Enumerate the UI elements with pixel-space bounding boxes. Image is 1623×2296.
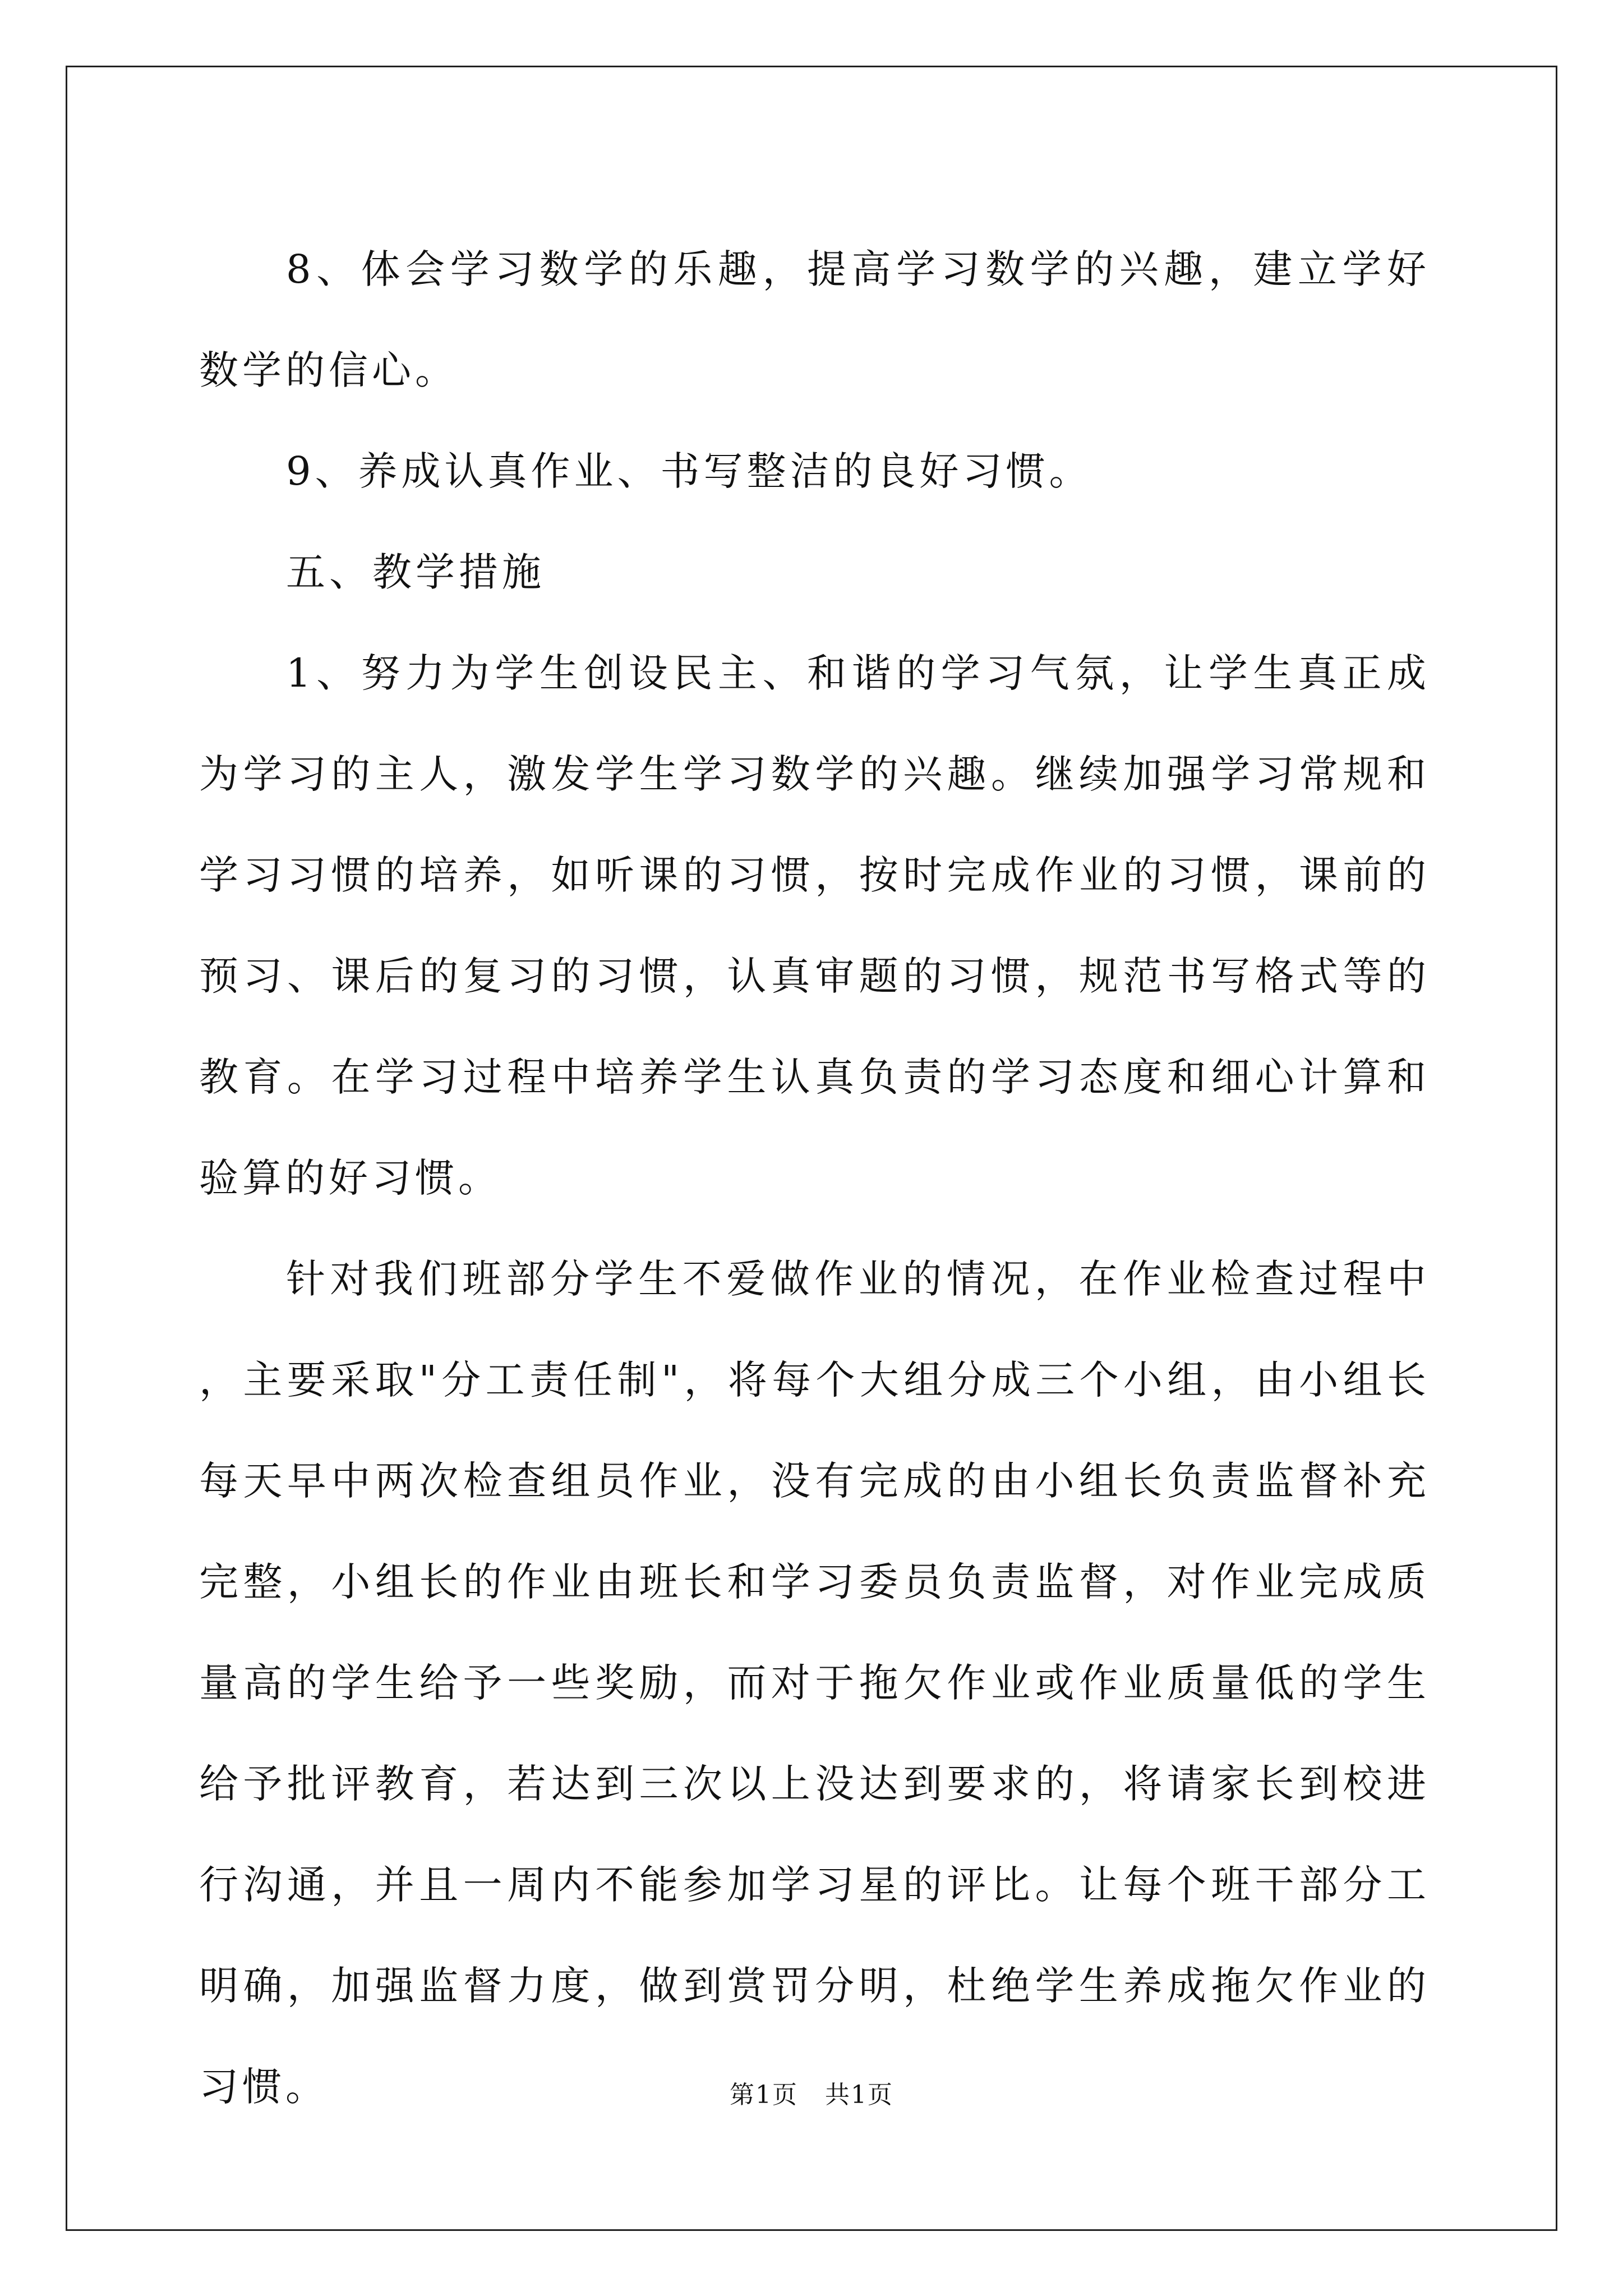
page-number-footer: 第1页 共1页 xyxy=(730,2081,893,2109)
paragraph-goal-9: 9、养成认真作业、书写整洁的良好习惯。 xyxy=(286,448,1092,494)
paragraph-homework-policy: 针对我们班部分学生不爱做作业的情况，在作业检查过程中，主要采取"分工责任制"，将每个大组分成三个小组，由小组长每天早中两次检查组员作业，没有完成的由小组长负责监督补充完整，小组长的作业由班长和学习委员负责监督，对作业完成质量高的学生给予一些奖励，而对于拖欠作业或作业质量低的学生给予批评教育，若达到三次以上没达到要求的，将请家长到校进行沟通，并且一周内不能参加学习星的评比。让每个班干部分工明确，加强监督力度，做到赏罚分明，杜绝学生养成拖欠作业的习惯。 xyxy=(199,1256,1430,2110)
paragraph-goal-8: 8、体会学习数学的乐趣，提高学习数学的兴趣，建立学好数学的信心。 xyxy=(199,246,1430,393)
section-heading-teaching-measures: 五、教学措施 xyxy=(286,549,545,595)
document-body xyxy=(199,219,1430,2137)
paragraph-measure-1: 1、努力为学生创设民主、和谐的学习气氛，让学生真正成为学习的主人，激发学生学习数学的兴趣。继续加强学习常规和学习习惯的培养，如听课的习惯，按时完成作业的习惯，课前的预习、课后的复习的习惯，认真审题的习惯，规范书写格式等的教育。在学习过程中培养学生认真负责的学习态度和细心计算和验算的好习惯。 xyxy=(199,650,1430,1201)
